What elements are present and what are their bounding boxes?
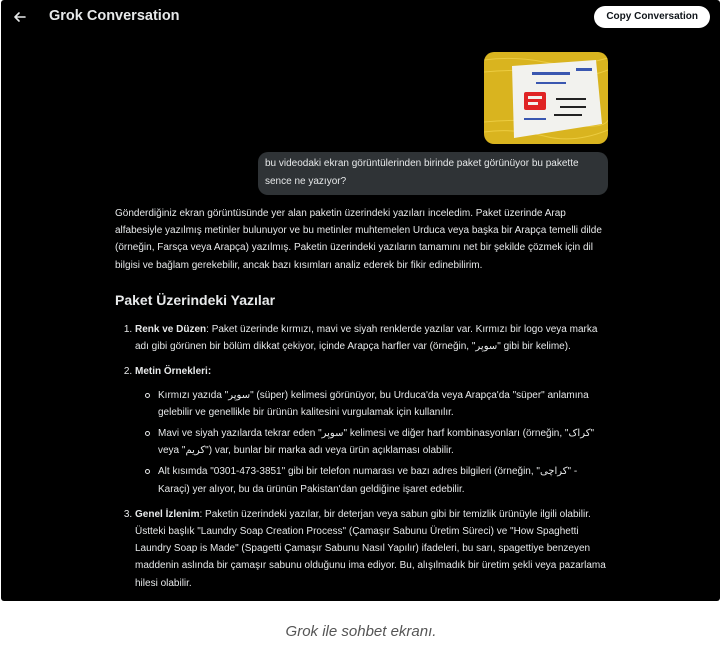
reply-heading: Paket Üzerindeki Yazılar [115, 291, 276, 308]
arrow-left-icon[interactable] [10, 7, 30, 27]
sub-list [135, 387, 609, 498]
item-title: Genel İzlenim [135, 508, 200, 520]
grok-conversation-window [1, 0, 720, 601]
sub-list-item: Mavi ve siyah yazılarda tekrar eden "سوپر" kelimesi ve diğer harf kombinasyonları (örneğin, "کراک" veya "کریم") var, bunlar bir marka adı veya ürün açıklaması olabilir. [145, 425, 609, 459]
item-text: : Paketin üzerindeki yazılar, bir deterjan veya sabun gibi bir temizlik ürünüyle ilgili olabilir. Üstteki başlık "Laundry Soap Creation Process" (Çamaşır Sabunu Üretim Süreci) ve "How Spaghetti Laundry Soap is Made" (Spagetti Çamaşır Sabunu Nasıl Yapılır) ifadeleri, bu sarı, spagettiye benzeyen maddenin aslında bir çamaşır sabunu olduğunu ima ediyor. Bu, alışılmadık bir üretim şekli veya pazarlama hilesi olabilir. [135, 508, 606, 589]
sub-list-item: Kırmızı yazıda "سوپر" (süper) kelimesi görünüyor, bu Urduca'da veya Arapça'da "süper" anlamına gelebilir ve genellikle bir ürünün kalitesini vurgulamak için kullanılır. [145, 387, 609, 421]
item-text: : Paket üzerinde kırmızı, mavi ve siyah renklerde yazılar var. Kırmızı bir logo veya marka adı gibi görünen bir bölüm dikkat çekiyor, içinde Arapça harfler var (örneğin, "سوپر" gibi bir kelime). [135, 324, 598, 353]
list-item [135, 506, 609, 592]
list-item: 2. Metin Örnekleri: Kırmızı yazıda "سوپر" (süper) kelimesi görünüyor, bu Urduca'da veya Arapça'da "süper" anlamına gelebilir ve genellikle bir ürünün kalitesini vurgulamak için kullanılır. Mavi ve siyah yazılarda tekrar eden "سوپر" kelimesi ve diğer harf kombinasyonları (örneğin, "کراک" veya "کریم") var, bunlar bir marka adı veya ürün açıklaması olabilir. Alt kısımda "0301-473-3851" gibi bir telefon numarası ve bazı adres bilgileri (örneğin, "کراچی" - Karaçi) yer alıyor, bu da ürünün Pakistan'dan geldiğine işaret edebilir. [135, 363, 609, 497]
user-message-bubble: bu videodaki ekran görüntülerinden birinde paket görünüyor bu pakette sence ne yazıyor? [258, 152, 608, 195]
sub-list-item: Alt kısımda "0301-473-3851" gibi bir telefon numarası ve bazı adres bilgileri (örneğin, "کراچی" - Karaçi) yer alıyor, bu da ürünün Pakistan'dan geldiğine işaret edebilir. [145, 463, 609, 497]
image-caption: Grok ile sohbet ekranı. [285, 623, 437, 640]
attached-image-thumbnail[interactable] [484, 52, 608, 144]
reply-intro: Gönderdiğiniz ekran görüntüsünde yer alan paketin üzerindeki yazıları inceledim. Paket üzerinde Arap alfabesiyle yazılmış metinler bulunuyor ve bu metinler muhtemelen Urduca veya başka bir Arapça temelli dilde (örneğin, Farsça veya Arapça) yazılmış. Paketin üzerindeki yazıların tamamını net bir şekilde çözmek için dil bilgisi ve bağlam gerekebilir, ancak bazı kısımları analiz ederek bir fikir edinebilirim. [115, 208, 602, 271]
item-title: Renk ve Düzen [135, 324, 207, 336]
page-title: Grok Conversation [49, 8, 180, 24]
copy-conversation-button[interactable]: Copy Conversation [594, 6, 710, 28]
item-title: Metin Örnekleri [135, 366, 208, 378]
reply-list [115, 321, 609, 592]
list-item [135, 321, 609, 355]
grok-reply [115, 205, 609, 600]
header-bar [1, 0, 720, 34]
